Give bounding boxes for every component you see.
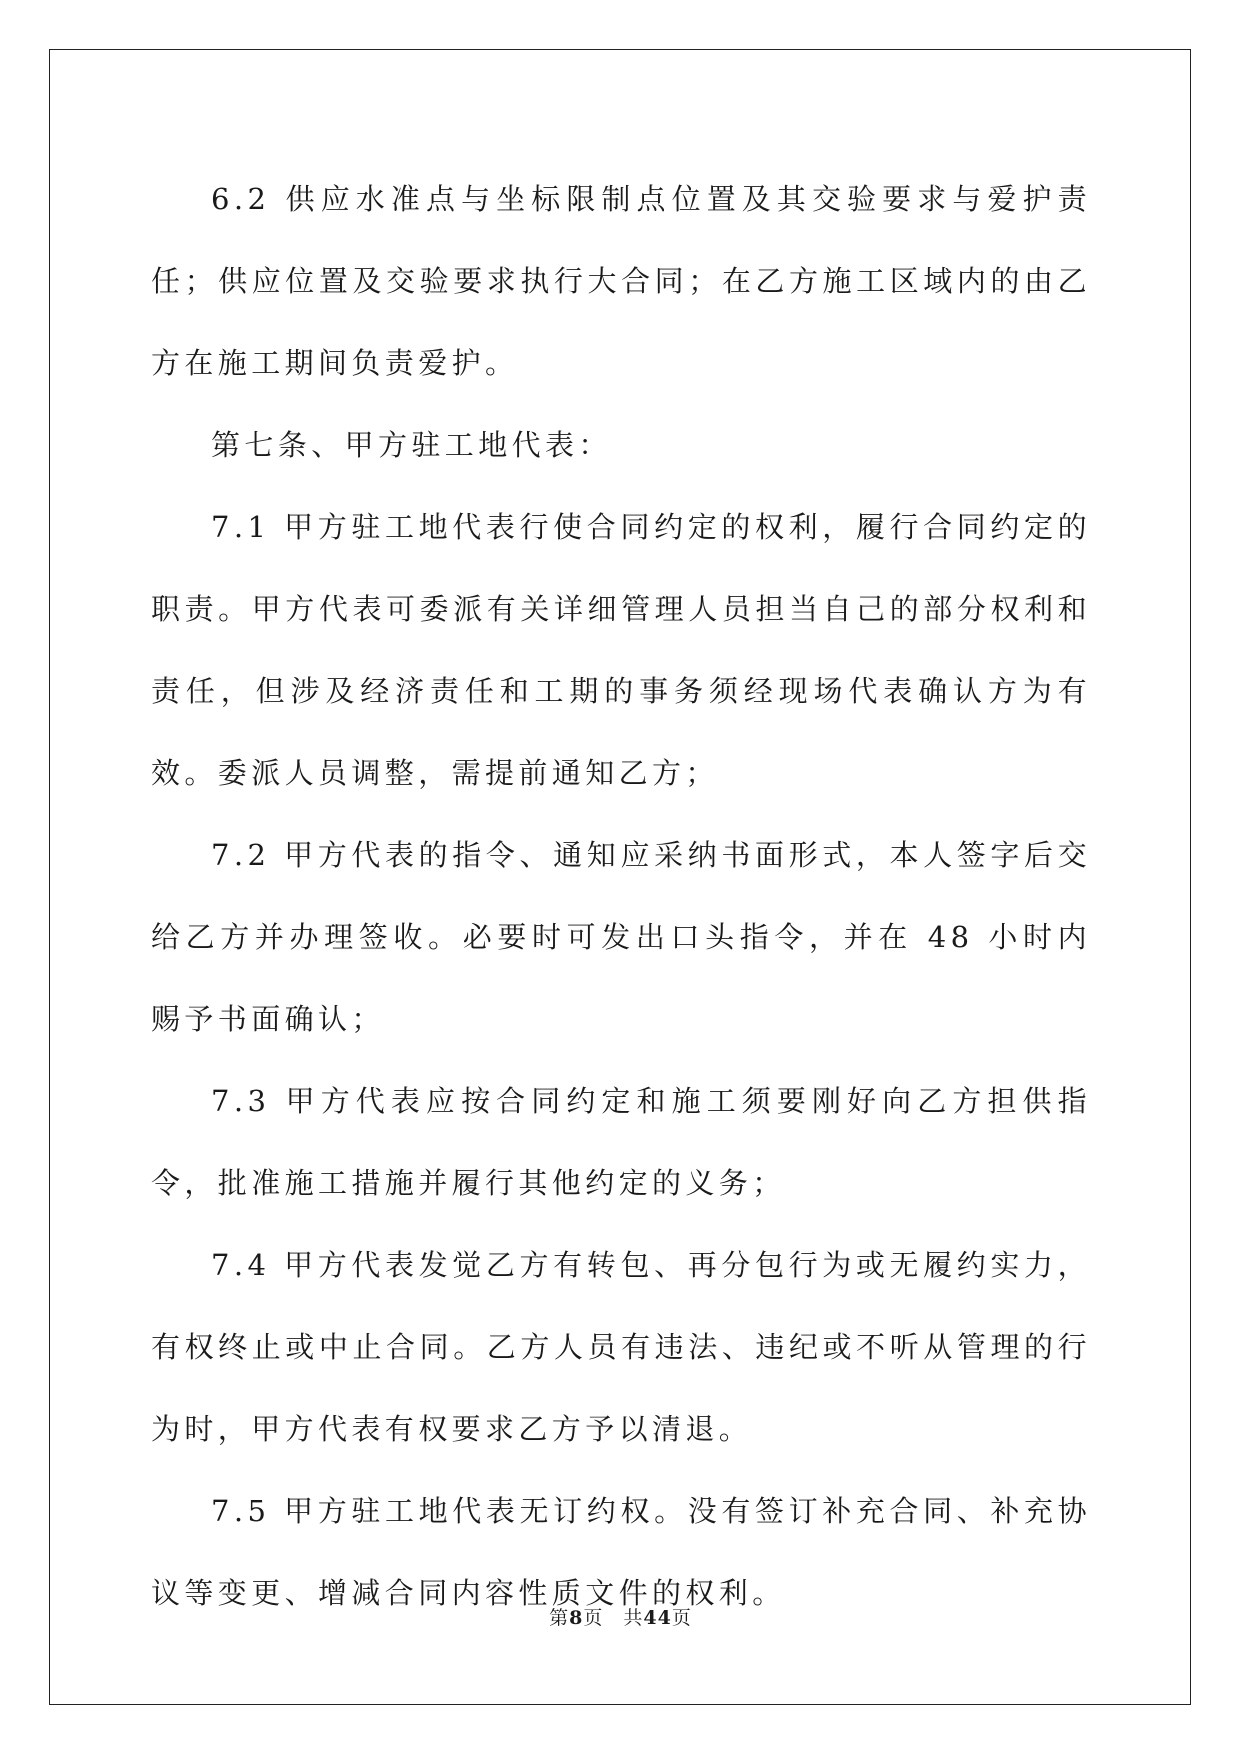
- page-number: 8: [569, 1607, 584, 1629]
- paragraph-7-3: 7.3 甲方代表应按合同约定和施工须要刚好向乙方担供指令，批准施工措施并履行其他约定的义务；: [151, 1084, 1091, 1200]
- total-pages: 44: [643, 1607, 672, 1629]
- section-heading-article-7: 第七条、甲方驻工地代表：: [211, 428, 612, 462]
- page-prefix: 第: [549, 1607, 570, 1629]
- paragraph-7-5: 7.5 甲方驻工地代表无订约权。没有签订补充合同、补充协议等变更、增减合同内容性质文件的权利。: [151, 1494, 1091, 1610]
- paragraph-6-2: 6.2 供应水准点与坐标限制点位置及其交验要求与爱护责任；供应位置及交验要求执行大合同；在乙方施工区域内的由乙方在施工期间负责爱护。: [151, 182, 1091, 380]
- document-body: [151, 158, 1091, 1634]
- paragraph-7-2: 7.2 甲方代表的指令、通知应采纳书面形式，本人签字后交给乙方并办理签收。必要时可发出口头指令，并在 48 小时内赐予书面确认；: [151, 838, 1091, 1036]
- total-suffix: 页: [671, 1607, 692, 1629]
- paragraph-7-1: 7.1 甲方驻工地代表行使合同约定的权利，履行合同约定的职责。甲方代表可委派有关详细管理人员担当自己的部分权利和责任，但涉及经济责任和工期的事务须经现场代表确认方为有效。委派人员调整，需提前通知乙方；: [151, 510, 1091, 790]
- page-footer: [0, 1603, 1241, 1630]
- paragraph-7-4: 7.4 甲方代表发觉乙方有转包、再分包行为或无履约实力，有权终止或中止合同。乙方人员有违法、违纪或不听从管理的行为时，甲方代表有权要求乙方予以清退。: [151, 1248, 1091, 1446]
- page-suffix: 页: [583, 1607, 604, 1629]
- total-prefix: 共: [623, 1607, 644, 1629]
